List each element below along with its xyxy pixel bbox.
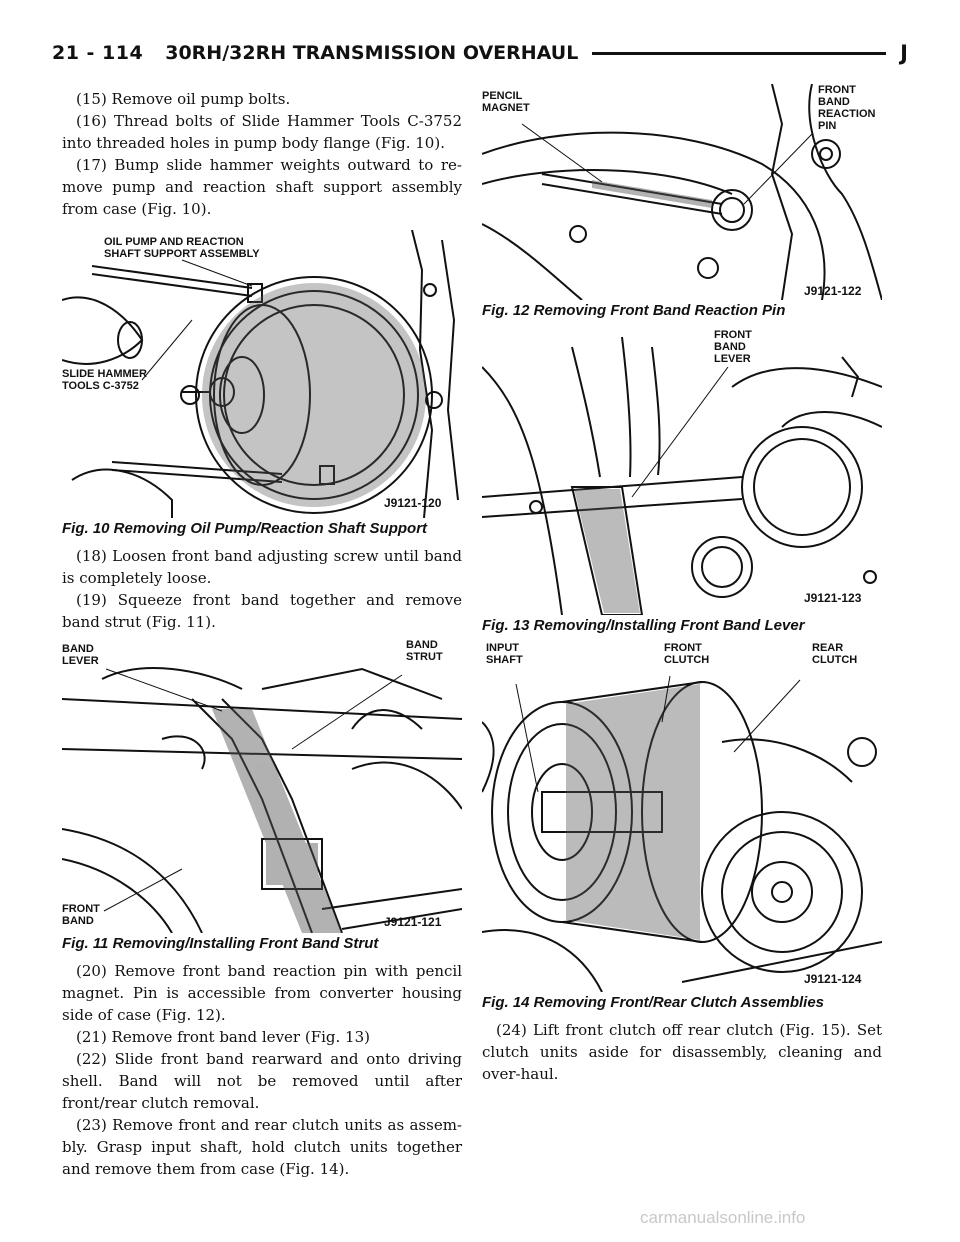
- figure-11-illustration: [62, 639, 462, 933]
- step-16: (16) Thread bolts of Slide Hammer Tools C-3752 into threaded holes in pump body flange (Fig. 10).: [62, 112, 462, 152]
- fig11-caption: Fig. 11 Removing/Installing Front Band Strut: [62, 935, 379, 952]
- watermark: carmanualsonline.info: [640, 1208, 806, 1227]
- right-column: [482, 84, 882, 1085]
- fig10-label-slide-hammer: SLIDE HAMMER TOOLS C-3752: [62, 368, 147, 392]
- fig11-label-band-strut: BAND STRUT: [406, 639, 443, 663]
- fig14-code: J9121-124: [804, 972, 862, 986]
- fig11-label-front-band: FRONT BAND: [62, 903, 100, 927]
- page-number: 21 - 114: [52, 42, 144, 64]
- fig14-label-front-clutch: FRONT CLUTCH: [664, 642, 710, 666]
- fig11-code: J9121-121: [384, 915, 442, 929]
- page-header: [52, 38, 908, 68]
- figure-13: [482, 327, 882, 615]
- fig13-code: J9121-123: [804, 591, 862, 605]
- fig10-label-oil-pump: OIL PUMP AND REACTION SHAFT SUPPORT ASSEMBLY: [104, 236, 260, 260]
- step-23: (23) Remove front and rear clutch units as assem-bly. Grasp input shaft, hold clutch units together and remove them from case (Fig. 14).: [62, 1116, 462, 1178]
- step-18: (18) Loosen front band adjusting screw until band is completely loose.: [62, 547, 462, 587]
- fig10-caption: Fig. 10 Removing Oil Pump/Reaction Shaft Support: [62, 520, 428, 537]
- figure-10: [62, 230, 462, 518]
- left-column: [62, 88, 462, 1180]
- step-19: (19) Squeeze front band together and remove band strut (Fig. 11).: [62, 591, 462, 631]
- figure-13-illustration: [482, 327, 882, 615]
- fig12-label-pencil-magnet: PENCIL MAGNET: [482, 90, 530, 114]
- step-20: (20) Remove front band reaction pin with pencil magnet. Pin is accessible from converter housing side of case (Fig. 12).: [62, 962, 462, 1024]
- figure-14-illustration: [482, 642, 882, 992]
- step-22: (22) Slide front band rearward and onto driving shell. Band will not be removed until after front/rear clutch removal.: [62, 1050, 462, 1112]
- fig12-code: J9121-122: [804, 284, 862, 298]
- fig14-label-rear-clutch: REAR CLUTCH: [812, 642, 858, 666]
- figure-11: [62, 639, 462, 933]
- figure-14: [482, 642, 882, 992]
- step-24: (24) Lift front clutch off rear clutch (Fig. 15). Set clutch units aside for disassembly, cleaning and over-haul.: [482, 1021, 882, 1083]
- figure-12: [482, 84, 882, 300]
- fig13-caption: Fig. 13 Removing/Installing Front Band Lever: [482, 617, 805, 634]
- section-title: 30RH/32RH TRANSMISSION OVERHAUL: [165, 42, 579, 64]
- fig12-label-reaction-pin: FRONT BAND REACTION PIN: [818, 84, 876, 132]
- step-21: (21) Remove front band lever (Fig. 13): [76, 1028, 370, 1046]
- fig12-caption: Fig. 12 Removing Front Band Reaction Pin: [482, 302, 786, 319]
- fig14-label-input-shaft: INPUT SHAFT: [486, 642, 523, 666]
- fig10-code: J9121-120: [384, 496, 442, 510]
- fig11-label-band-lever: BAND LEVER: [62, 643, 99, 667]
- header-rule: [592, 52, 886, 55]
- step-15: (15) Remove oil pump bolts.: [76, 90, 291, 108]
- section-letter: J: [900, 41, 908, 65]
- step-17: (17) Bump slide hammer weights outward to re-move pump and reaction shaft support assembly from case (Fig. 10).: [62, 156, 462, 218]
- fig13-label-band-lever: FRONT BAND LEVER: [714, 329, 752, 365]
- fig14-caption: Fig. 14 Removing Front/Rear Clutch Assemblies: [482, 994, 825, 1011]
